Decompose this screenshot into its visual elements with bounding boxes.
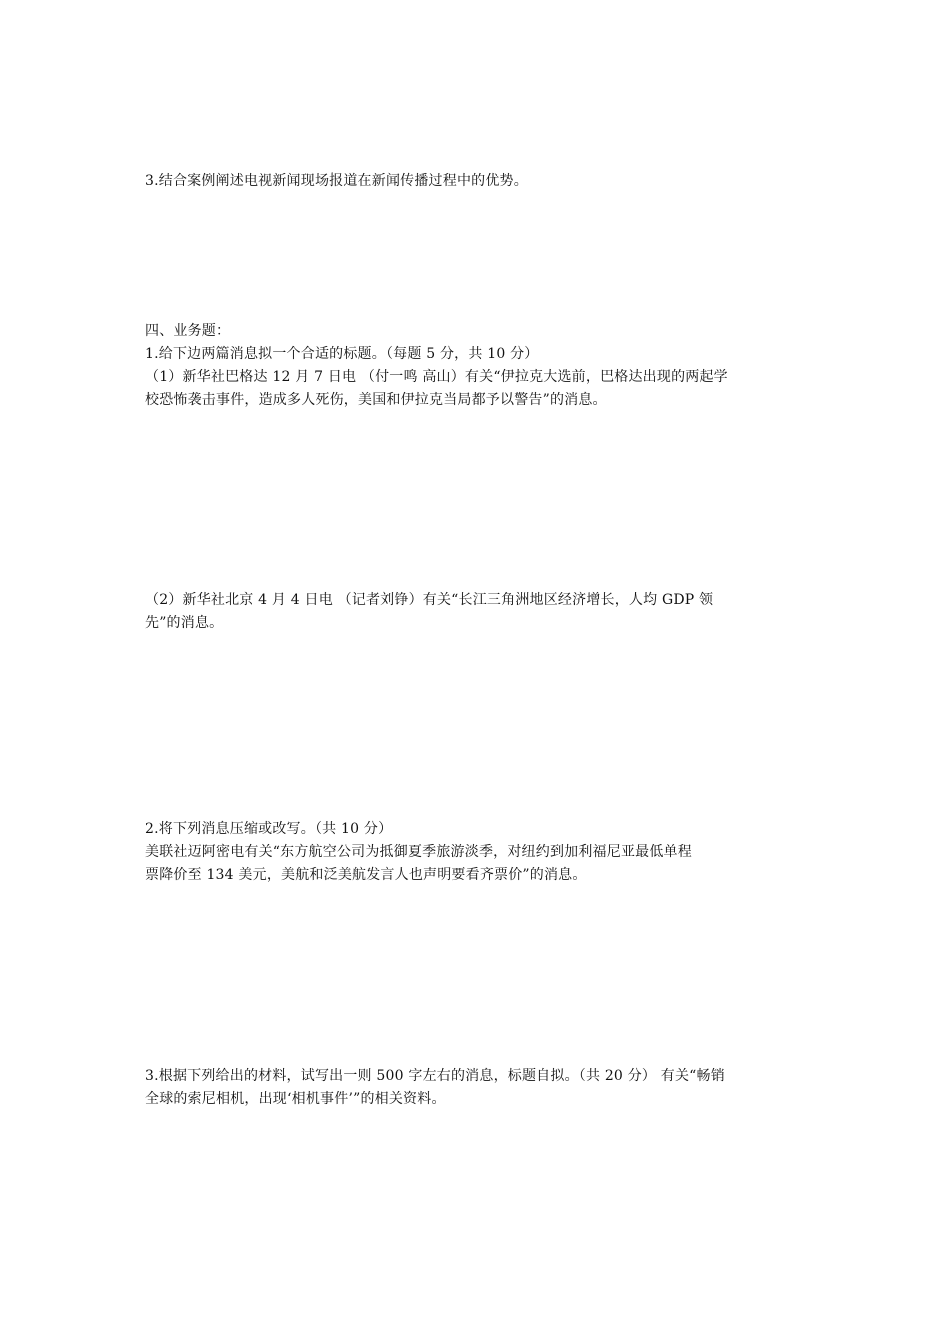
task-2-prompt: 2.将下列消息压缩或改写。（共 10 分） bbox=[145, 821, 393, 837]
task-1-item-1-line-2: 校恐怖袭击事件，造成多人死伤，美国和伊拉克当局都予以警告”的消息。 bbox=[145, 392, 607, 408]
task-1-item-2-line-2: 先”的消息。 bbox=[145, 615, 224, 631]
task-3-line-1: 3.根据下列给出的材料，试写出一则 500 字左右的消息，标题自拟。（共 20 分） 有关“畅销 bbox=[145, 1068, 725, 1084]
task-3-line-2: 全球的索尼相机，出现‘相机事件’”的相关资料。 bbox=[145, 1091, 446, 1107]
question-3-case-analysis: 3.结合案例阐述电视新闻现场报道在新闻传播过程中的优势。 bbox=[145, 173, 528, 189]
section-4-heading: 四、业务题： bbox=[145, 323, 231, 339]
task-1-item-2-line-1: （2）新华社北京 4 月 4 日电 （记者刘铮）有关“长江三角洲地区经济增长，人均 GDP 领 bbox=[145, 592, 714, 608]
task-2-line-2: 票降价至 134 美元，美航和泛美航发言人也声明要看齐票价”的消息。 bbox=[145, 867, 587, 883]
task-2-line-1: 美联社迈阿密电有关“东方航空公司为抵御夏季旅游淡季，对纽约到加利福尼亚最低单程 bbox=[145, 844, 692, 860]
task-1-item-1-line-1: （1）新华社巴格达 12 月 7 日电 （付一鸣 高山）有关“伊拉克大选前，巴格达出现的两起学 bbox=[145, 369, 728, 385]
task-1-prompt: 1.给下边两篇消息拟一个合适的标题。（每题 5 分，共 10 分） bbox=[145, 346, 539, 362]
